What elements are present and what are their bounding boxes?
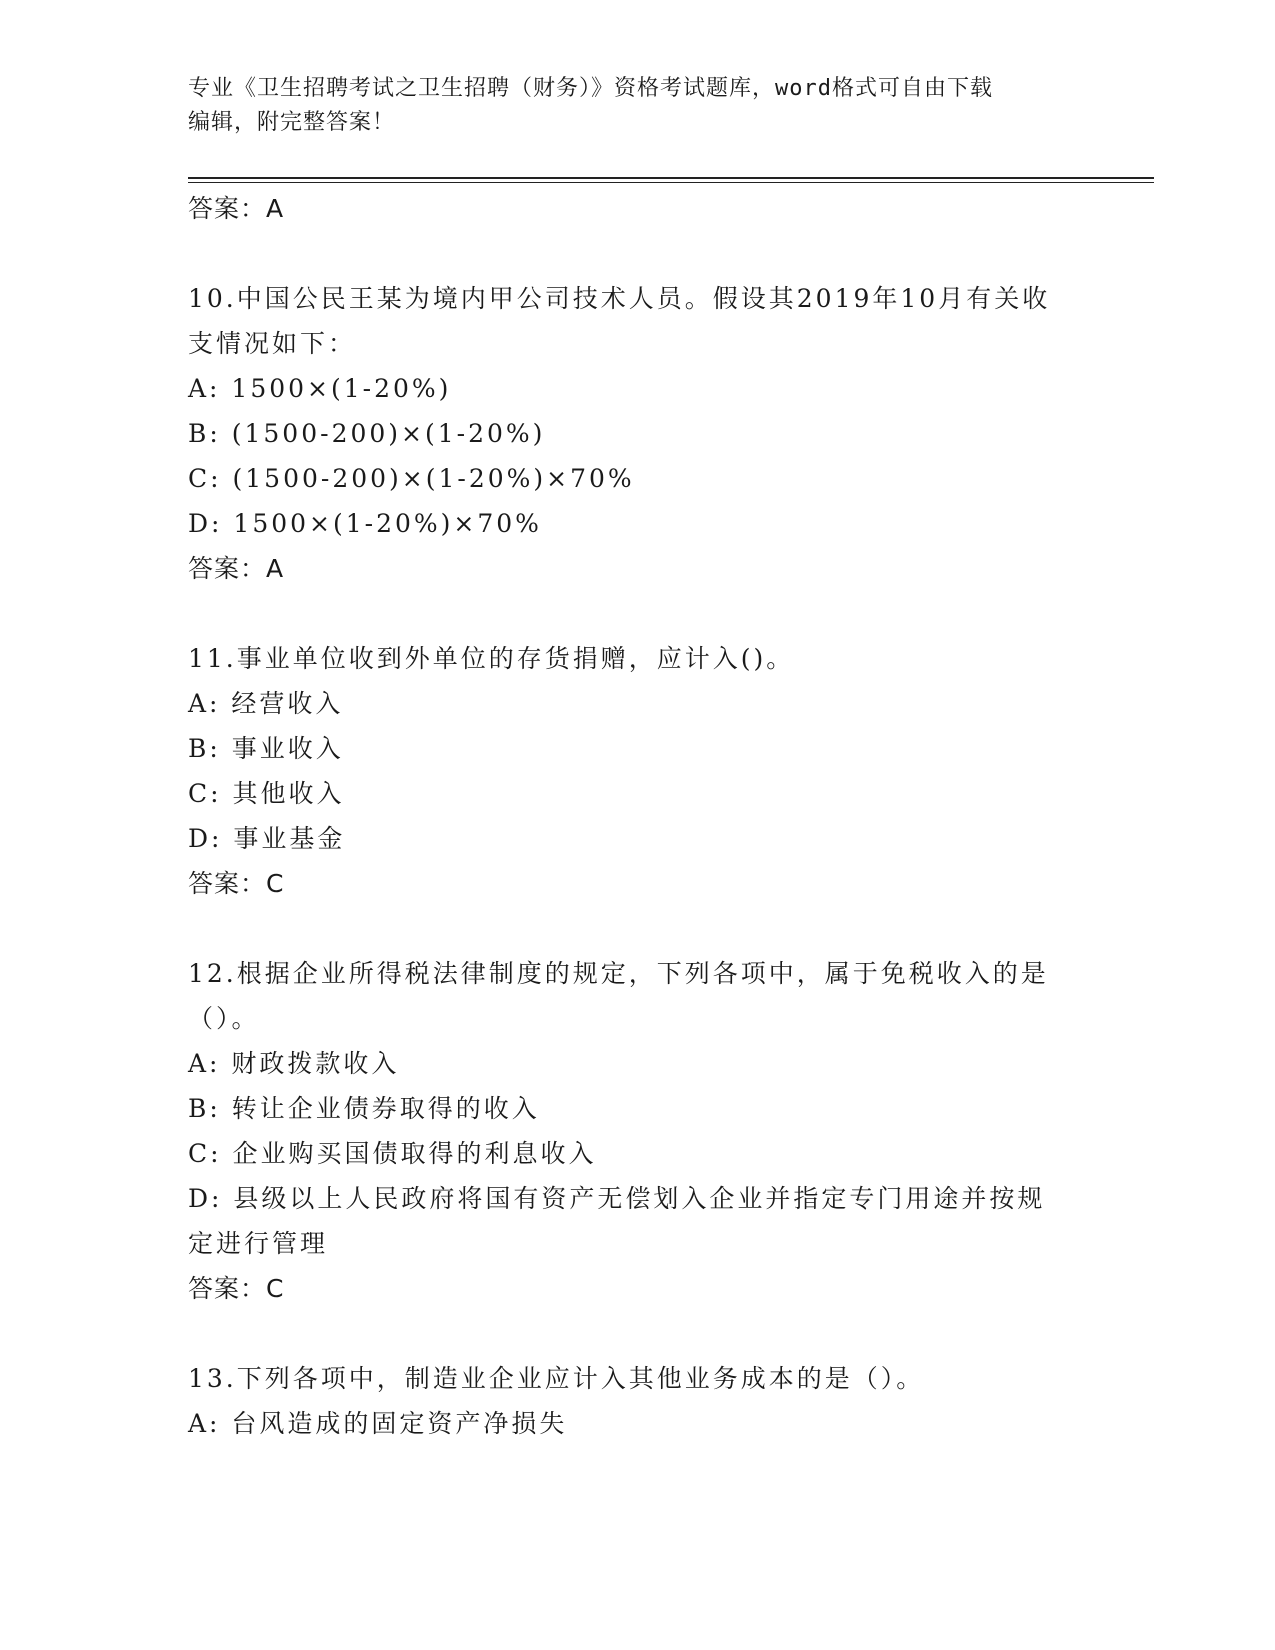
question-10-text-line-1: 10.中国公民王某为境内甲公司技术人员。假设其2019年10月有关收 <box>188 284 1051 313</box>
document-header <box>188 72 1088 140</box>
header-divider-thin <box>188 182 1154 183</box>
spacer <box>188 1311 1088 1356</box>
question-11-option-a: A: 经营收入 <box>188 689 344 718</box>
question-13-text-line-1: 13.下列各项中，制造业企业应计入其他业务成本的是（）。 <box>188 1364 925 1393</box>
header-line-1: 专业《卫生招聘考试之卫生招聘（财务）》资格考试题库，word格式可自由下载 <box>188 76 993 101</box>
question-11-answer: 答案：C <box>188 869 285 898</box>
question-10-option-b: B: (1500-200)×(1-20%) <box>188 419 546 448</box>
question-10 <box>188 276 1088 591</box>
question-11 <box>188 636 1088 906</box>
question-12-text-line-2: （）。 <box>188 1004 260 1033</box>
spacer <box>188 591 1088 636</box>
question-11-option-d: D: 事业基金 <box>188 824 346 853</box>
question-11-text-line-1: 11.事业单位收到外单位的存货捐赠，应计入()。 <box>188 644 795 673</box>
question-12-text-line-1: 12.根据企业所得税法律制度的规定，下列各项中，属于免税收入的是 <box>188 959 1049 988</box>
question-12-option-d: D: 县级以上人民政府将国有资产无偿划入企业并指定专门用途并按规 <box>188 1184 1046 1213</box>
question-10-option-c: C: (1500-200)×(1-20%)×70% <box>188 464 635 493</box>
question-list <box>188 186 1088 1446</box>
question-11-option-c: C: 其他收入 <box>188 779 345 808</box>
header-divider-thick <box>188 177 1154 179</box>
question-12 <box>188 951 1088 1311</box>
question-10-option-a: A: 1500×(1-20%) <box>188 374 452 403</box>
question-12-option-d-continued: 定进行管理 <box>188 1229 329 1258</box>
question-12-option-c: C: 企业购买国债取得的利息收入 <box>188 1139 597 1168</box>
question-10-answer: 答案：A <box>188 554 285 583</box>
question-10-text-line-2: 支情况如下： <box>188 329 357 358</box>
question-11-option-b: B: 事业收入 <box>188 734 344 763</box>
question-13 <box>188 1356 1088 1446</box>
question-12-answer: 答案：C <box>188 1274 285 1303</box>
question-13-option-a: A: 台风造成的固定资产净损失 <box>188 1409 568 1438</box>
spacer <box>188 906 1088 951</box>
question-12-option-a: A: 财政拨款收入 <box>188 1049 400 1078</box>
header-line-2: 编辑，附完整答案！ <box>188 110 396 135</box>
previous-answer: 答案：A <box>188 194 285 223</box>
spacer <box>188 231 1088 276</box>
question-10-option-d: D: 1500×(1-20%)×70% <box>188 509 542 538</box>
question-12-option-b: B: 转让企业债券取得的收入 <box>188 1094 540 1123</box>
